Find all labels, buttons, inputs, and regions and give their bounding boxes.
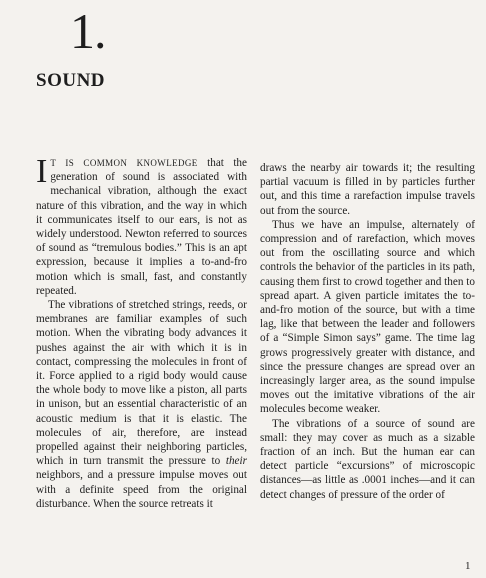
paragraph-2-italic: their [225, 455, 247, 468]
left-column [36, 153, 247, 511]
lead-in-smallcaps: T IS COMMON KNOWLEDGE [50, 158, 198, 168]
chapter-title: SOUND [36, 70, 106, 91]
chapter-number: 1. [70, 3, 106, 59]
paragraph-2-text-a: The vibrations of stretched strings, reeds, or membranes are familiar examples of such motion. When the vibrating body advances it pushes against the air with which it is in contact, compressing the molecules in front of it. Force applied to a rigid body would cause the whole body to move like a piston, all parts in unison, but an essential characteristic of an acoustic medium is that it is elastic. The molecules of air, therefore, are instead propelled against their neighboring particles, which in turn transmit the pressure to [36, 299, 247, 468]
paragraph-1 [36, 153, 247, 298]
page-number: 1 [465, 560, 471, 572]
paragraph-5: The vibrations of a source of sound are small: they may cover as much as a sizable fraction of an inch. But the human ear can detect particle “excursions” of microscopic distances—as little as .0001 inches—and it can detect changes of pressure of the order of [260, 417, 475, 501]
paragraph-3: draws the nearby air towards it; the resulting partial vacuum is filled in by particles further out, and this time a rarefaction impulse travels out from the source. [260, 162, 475, 217]
paragraph-2-text-b: neighbors, and a pressure impulse moves out with a definite speed from the original disturbance. When the source retreats it [36, 469, 247, 510]
drop-cap: I [36, 153, 48, 190]
right-column [260, 161, 475, 502]
paragraph-2 [36, 298, 247, 511]
paragraph-1-text: that the generation of sound is associated with mechanical vibration, although the exact nature of this vibration, and the way in which it communicates itself to our ears, is not as widely understood. Newton referred to sources of sound as “tremulous bodies.” This is an apt expression, because it implies a to-and-fro motion which is small, fast, and constantly repeated. [36, 157, 247, 297]
paragraph-4: Thus we have an impulse, alternately of compression and of rarefaction, which moves out from the oscillating source and which controls the behavior of the particles in its path, causing them first to crowd together and then to spread apart. A given particle imitates the to-and-fro motion of the source, but with a time lag, like that between the leader and followers of a “Simple Simon says” game. The time lag grows progressively greater with distance, and since the pressure changes are spread over an increasingly larger area, as the sound impulse moves out the imitative vibrations of the air molecules become weaker. [260, 218, 475, 416]
